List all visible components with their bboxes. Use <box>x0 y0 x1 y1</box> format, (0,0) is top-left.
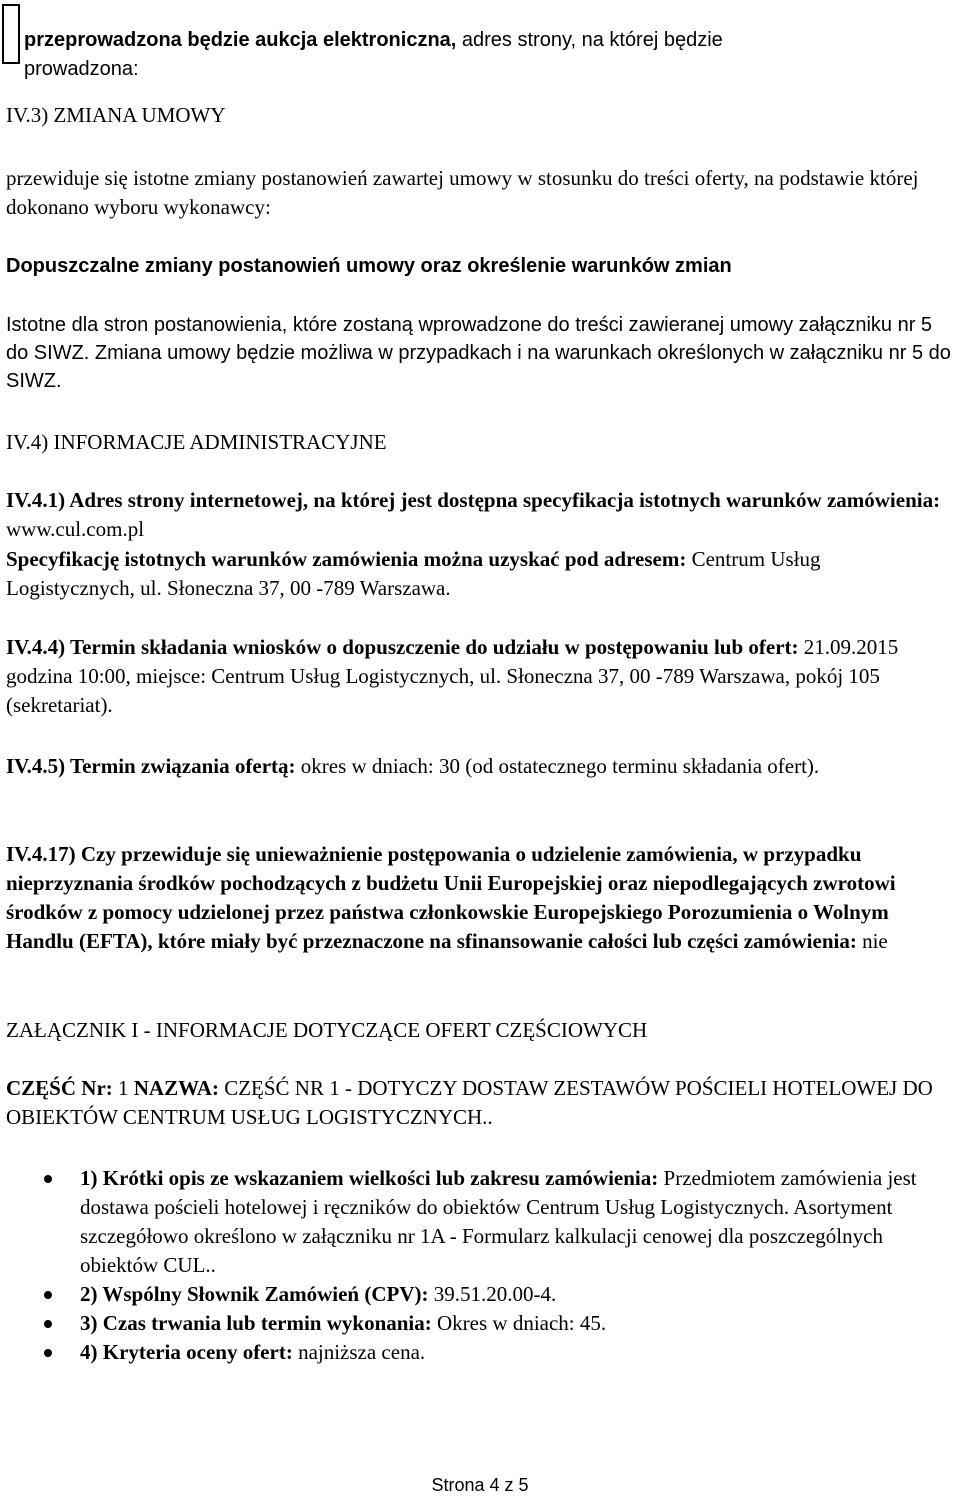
list-item-value: Okres w dniach: 45. <box>431 1311 607 1335</box>
list-item <box>6 1164 954 1280</box>
part-number: 1 <box>112 1076 134 1100</box>
section-heading-iv3: IV.3) ZMIANA UMOWY <box>6 103 226 127</box>
item-iv41-label: IV.4.1) Adres strony internetowej, na której jest dostępna specyfikacja istotnych warunków zamówienia: <box>6 488 941 512</box>
section-heading-iv4: IV.4) INFORMACJE ADMINISTRACYJNE <box>6 430 387 454</box>
allowed-changes-label <box>6 252 954 281</box>
annex-details-list <box>6 1164 954 1367</box>
annex-title: ZAŁĄCZNIK I - INFORMACJE DOTYCZĄCE OFERT CZĘŚCIOWYCH <box>6 1018 648 1042</box>
list-item <box>6 1280 954 1309</box>
list-item <box>6 1338 954 1367</box>
list-item-label: 2) Wspólny Słownik Zamówień (CPV): <box>80 1282 429 1306</box>
item-iv44-label: IV.4.4) Termin składania wniosków o dopuszczenie do udziału w postępowaniu lub ofert: <box>6 635 799 659</box>
name-value: CZĘŚĆ NR 1 - DOTYCZY DOSTAW ZESTAWÓW POŚCIELI HOTELOWEJ DO OBIEKTÓW CENTRUM USŁUG LOGISTYCZNYCH.. <box>6 1076 933 1129</box>
contract-change-clause <box>6 164 954 222</box>
auction-label: przeprowadzona będzie aukcja elektroniczna, <box>24 29 457 51</box>
item-iv45 <box>6 752 954 781</box>
list-item-value: najniższa cena. <box>292 1340 426 1364</box>
bullet-icon <box>44 1349 52 1357</box>
bullet-icon <box>44 1175 52 1183</box>
spec-address-label: Specyfikację istotnych warunków zamówienia można uzyskać pod adresem: <box>6 547 687 571</box>
bullet-icon <box>44 1320 52 1328</box>
contract-change-text: przewiduje się istotne zmiany postanowień zawartej umowy w stosunku do treści oferty, na podstawie której dokonano wyboru wykonawcy: <box>6 166 919 219</box>
name-label: NAZWA: <box>133 1076 219 1100</box>
list-item-value: Przedmiotem zamówienia jest dostawa pościeli hotelowej i ręczników do obiektów Centrum Usług Logistycznych. Asortyment szczegółowo określono w załączniku nr 1A - Formularz kalkulacji cenowej dla poszczególnych obiektów CUL.. <box>80 1166 917 1277</box>
auction-text-2: prowadzona: <box>24 58 139 80</box>
item-iv41-value: www.cul.com.pl <box>6 517 145 541</box>
list-item-value: 39.51.20.00-4. <box>428 1282 557 1306</box>
list-item-label: 4) Kryteria oceny ofert: <box>80 1340 293 1364</box>
item-iv417 <box>6 840 954 956</box>
annex-part <box>6 1074 954 1132</box>
item-iv41 <box>6 486 954 544</box>
item-iv44 <box>6 633 954 720</box>
contract-changes-text-2: Zmiana umowy będzie możliwa w przypadkach i na warunkach określonych w załączniku nr 5 do SIWZ. <box>6 342 951 392</box>
bullet-icon <box>44 1291 52 1299</box>
page-footer: Strona 4 z 5 <box>431 1475 529 1495</box>
spec-address-value: Centrum Usług Logistycznych, ul. Słoneczna 37, 00 -789 Warszawa. <box>6 547 821 600</box>
auction-text: adres strony, na której będzie <box>456 29 723 51</box>
spec-address <box>6 545 954 603</box>
item-iv417-label: IV.4.17) Czy przewiduje się unieważnienie postępowania o udzielenie zamówienia, w przypadku nieprzyznania środków pochodzących z budżetu Unii Europejskiej oraz niepodlegających zwrotowi środków z pomocy udzielonej przez państwa członkowskie Europejskiego Porozumienia o Wolnym Handlu (EFTA), które miały być przeznaczone na sfinansowanie całości lub części zamówienia: <box>6 842 896 953</box>
item-iv417-value: nie <box>856 929 888 953</box>
list-item-label: 1) Krótki opis ze wskazaniem wielkości lub zakresu zamówienia: <box>80 1166 659 1190</box>
item-iv45-value: okres w dniach: 30 (od ostatecznego terminu składania ofert). <box>295 754 820 778</box>
checkbox[interactable] <box>2 4 20 64</box>
item-iv44-value: 21.09.2015 godzina 10:00, miejsce: Centrum Usług Logistycznych, ul. Słoneczna 37, 00 -789 Warszawa, pokój 105 (sekretariat). <box>6 635 899 717</box>
allowed-changes-text: Dopuszczalne zmiany postanowień umowy oraz określenie warunków zmian <box>6 255 732 277</box>
list-item-label: 3) Czas trwania lub termin wykonania: <box>80 1311 432 1335</box>
contract-changes-paragraph <box>6 311 954 395</box>
part-label: CZĘŚĆ Nr: <box>6 1076 113 1100</box>
item-iv45-label: IV.4.5) Termin związania ofertą: <box>6 754 296 778</box>
list-item <box>6 1309 954 1338</box>
contract-changes-text: Istotne dla stron postanowienia, które zostaną wprowadzone do treści zawieranej umowy załączniku nr 5 do SIWZ. <box>6 314 933 364</box>
auction-line <box>24 26 954 84</box>
